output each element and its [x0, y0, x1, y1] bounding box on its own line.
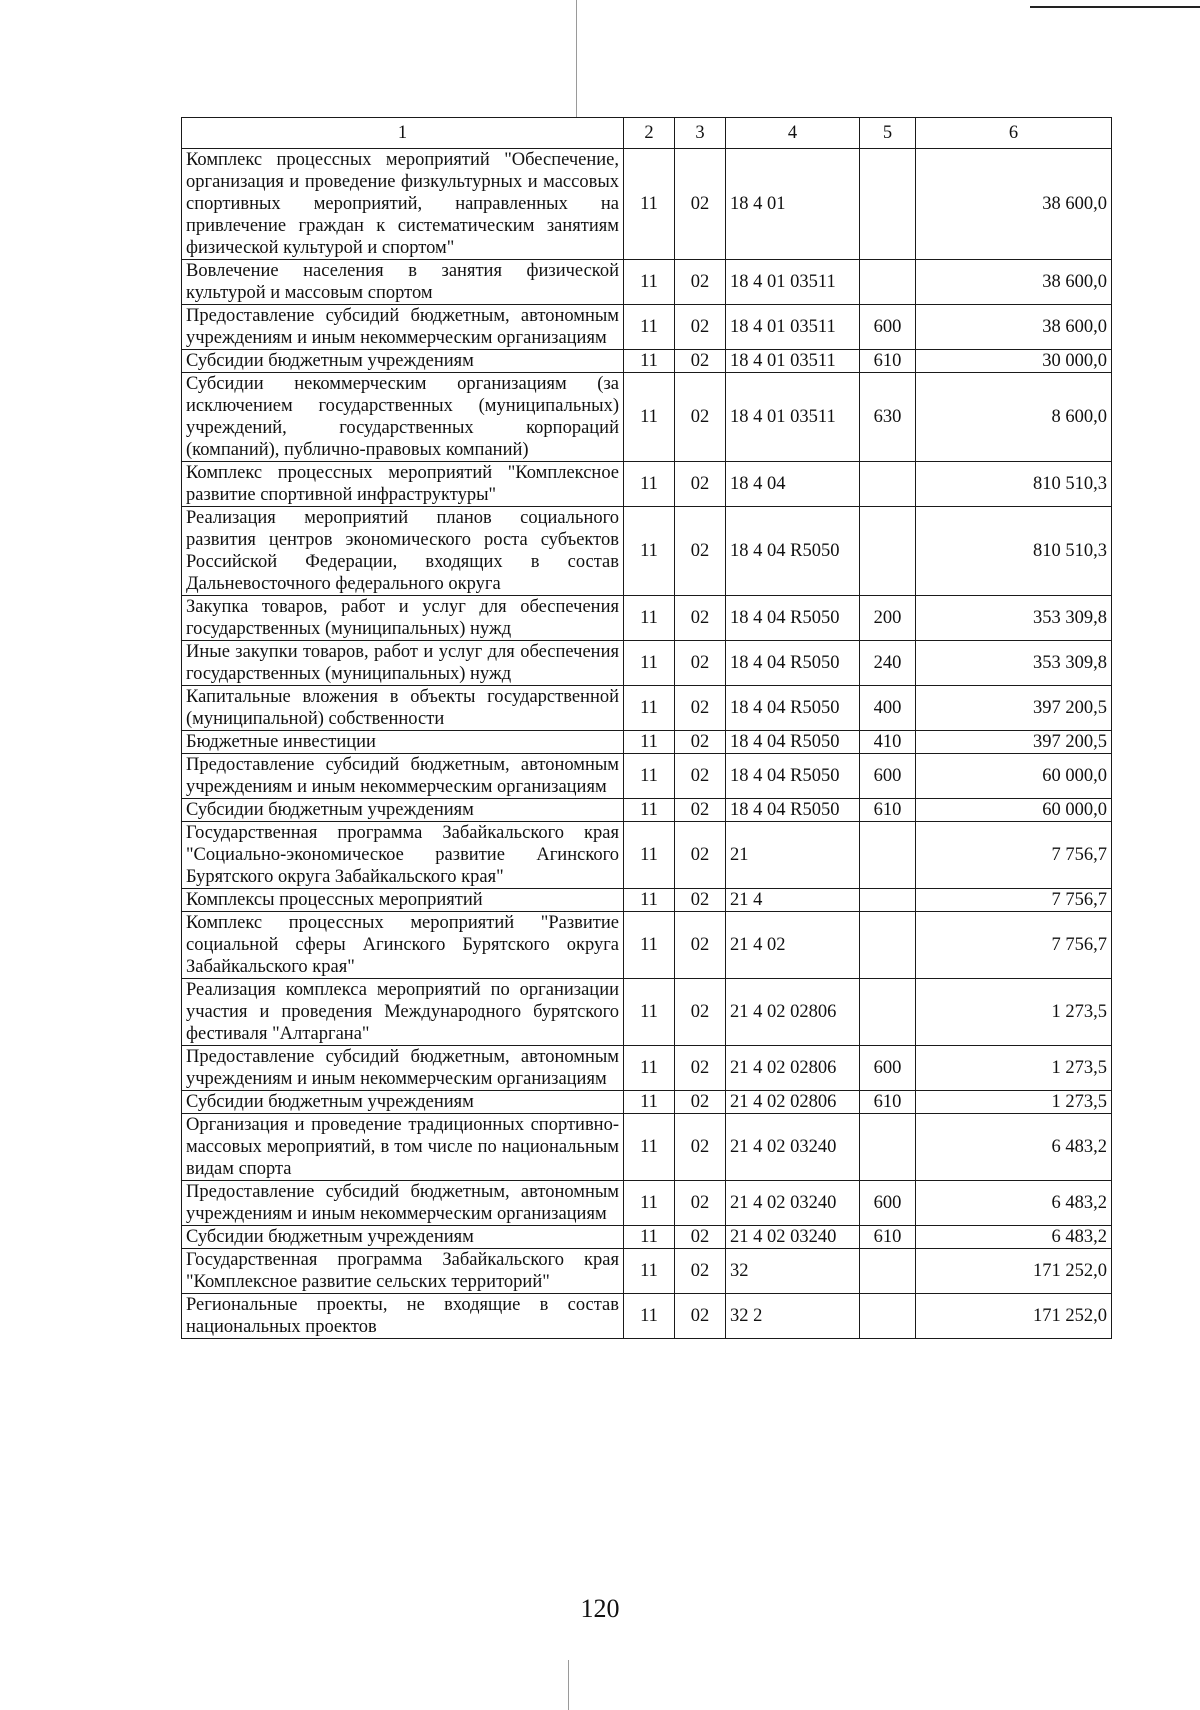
row-amount-cell: 60 000,0 [916, 799, 1112, 822]
row-subsection-cell: 02 [675, 1249, 726, 1294]
row-target-code-cell: 18 4 01 [726, 149, 860, 260]
row-name-cell: Иные закупки товаров, работ и услуг для обеспечения государственных (муниципальных) нужд [182, 641, 624, 686]
row-expense-type-cell [860, 889, 916, 912]
row-amount-cell: 38 600,0 [916, 149, 1112, 260]
row-expense-type-cell [860, 1294, 916, 1339]
row-expense-type-cell: 400 [860, 686, 916, 731]
row-subsection-cell: 02 [675, 305, 726, 350]
row-amount-cell: 7 756,7 [916, 889, 1112, 912]
row-target-code-cell: 18 4 04 R5050 [726, 596, 860, 641]
row-expense-type-cell: 600 [860, 754, 916, 799]
row-subsection-cell: 02 [675, 1091, 726, 1114]
row-amount-cell: 397 200,5 [916, 731, 1112, 754]
row-section-cell: 11 [624, 373, 675, 462]
row-expense-type-cell: 410 [860, 731, 916, 754]
row-expense-type-cell: 610 [860, 1226, 916, 1249]
table-row [182, 373, 1112, 462]
row-name-cell: Организация и проведение традиционных спортивно-массовых мероприятий, в том числе по национальным видам спорта [182, 1114, 624, 1181]
row-subsection-cell: 02 [675, 1046, 726, 1091]
row-target-code-cell: 18 4 01 03511 [726, 260, 860, 305]
row-name-cell: Субсидии бюджетным учреждениям [182, 350, 624, 373]
row-name-cell: Предоставление субсидий бюджетным, автономным учреждениям и иным некоммерческим организациям [182, 754, 624, 799]
row-section-cell: 11 [624, 1294, 675, 1339]
row-subsection-cell: 02 [675, 507, 726, 596]
table-row [182, 912, 1112, 979]
row-target-code-cell: 21 4 02 02806 [726, 1046, 860, 1091]
budget-table [181, 117, 1112, 1339]
row-amount-cell: 1 273,5 [916, 979, 1112, 1046]
row-section-cell: 11 [624, 350, 675, 373]
row-subsection-cell: 02 [675, 912, 726, 979]
row-section-cell: 11 [624, 822, 675, 889]
row-section-cell: 11 [624, 731, 675, 754]
row-amount-cell: 171 252,0 [916, 1249, 1112, 1294]
table-row [182, 260, 1112, 305]
header-col-2: 2 [624, 118, 675, 149]
row-name-cell: Субсидии бюджетным учреждениям [182, 1226, 624, 1249]
row-expense-type-cell: 630 [860, 373, 916, 462]
row-subsection-cell: 02 [675, 731, 726, 754]
row-target-code-cell: 18 4 04 R5050 [726, 686, 860, 731]
table-row [182, 979, 1112, 1046]
row-section-cell: 11 [624, 1114, 675, 1181]
header-col-5: 5 [860, 118, 916, 149]
row-amount-cell: 1 273,5 [916, 1091, 1112, 1114]
row-target-code-cell: 21 4 02 02806 [726, 1091, 860, 1114]
row-target-code-cell: 21 4 [726, 889, 860, 912]
row-amount-cell: 6 483,2 [916, 1181, 1112, 1226]
row-name-cell: Бюджетные инвестиции [182, 731, 624, 754]
row-target-code-cell: 32 [726, 1249, 860, 1294]
row-name-cell: Комплексы процессных мероприятий [182, 889, 624, 912]
row-amount-cell: 6 483,2 [916, 1226, 1112, 1249]
table-row [182, 1114, 1112, 1181]
table-row [182, 1046, 1112, 1091]
row-expense-type-cell [860, 462, 916, 507]
row-subsection-cell: 02 [675, 596, 726, 641]
row-target-code-cell: 18 4 04 R5050 [726, 731, 860, 754]
row-target-code-cell: 18 4 04 R5050 [726, 799, 860, 822]
row-section-cell: 11 [624, 305, 675, 350]
row-amount-cell: 353 309,8 [916, 596, 1112, 641]
row-expense-type-cell: 600 [860, 1181, 916, 1226]
row-target-code-cell: 18 4 04 R5050 [726, 641, 860, 686]
row-subsection-cell: 02 [675, 754, 726, 799]
row-target-code-cell: 21 4 02 [726, 912, 860, 979]
row-subsection-cell: 02 [675, 1294, 726, 1339]
table-row [182, 596, 1112, 641]
row-expense-type-cell: 240 [860, 641, 916, 686]
row-target-code-cell: 18 4 04 R5050 [726, 507, 860, 596]
row-target-code-cell: 18 4 04 [726, 462, 860, 507]
row-subsection-cell: 02 [675, 260, 726, 305]
row-amount-cell: 6 483,2 [916, 1114, 1112, 1181]
table-body [182, 149, 1112, 1339]
row-section-cell: 11 [624, 889, 675, 912]
header-col-4: 4 [726, 118, 860, 149]
row-expense-type-cell [860, 822, 916, 889]
row-section-cell: 11 [624, 1226, 675, 1249]
row-name-cell: Закупка товаров, работ и услуг для обеспечения государственных (муниципальных) нужд [182, 596, 624, 641]
row-subsection-cell: 02 [675, 686, 726, 731]
row-target-code-cell: 18 4 01 03511 [726, 350, 860, 373]
table-row [182, 686, 1112, 731]
row-subsection-cell: 02 [675, 799, 726, 822]
row-expense-type-cell: 200 [860, 596, 916, 641]
table-row [182, 754, 1112, 799]
row-expense-type-cell: 610 [860, 799, 916, 822]
row-subsection-cell: 02 [675, 1181, 726, 1226]
row-target-code-cell: 21 4 02 03240 [726, 1226, 860, 1249]
row-name-cell: Капитальные вложения в объекты государственной (муниципальной) собственности [182, 686, 624, 731]
row-subsection-cell: 02 [675, 350, 726, 373]
row-subsection-cell: 02 [675, 641, 726, 686]
row-expense-type-cell [860, 1249, 916, 1294]
table-row [182, 1249, 1112, 1294]
row-expense-type-cell [860, 507, 916, 596]
row-name-cell: Субсидии некоммерческим организациям (за исключением государственных (муниципальных) учреждений, государственных корпораций (компаний), публично-правовых компаний) [182, 373, 624, 462]
row-name-cell: Государственная программа Забайкальского края "Комплексное развитие сельских территорий" [182, 1249, 624, 1294]
row-section-cell: 11 [624, 1046, 675, 1091]
row-amount-cell: 30 000,0 [916, 350, 1112, 373]
row-section-cell: 11 [624, 1091, 675, 1114]
table-row [182, 305, 1112, 350]
table-row [182, 641, 1112, 686]
row-name-cell: Комплекс процессных мероприятий "Комплексное развитие спортивной инфраструктуры" [182, 462, 624, 507]
table-row [182, 1181, 1112, 1226]
row-name-cell: Реализация мероприятий планов социального развития центров экономического роста субъектов Российской Федерации, входящих в состав Дальневосточного федерального округа [182, 507, 624, 596]
row-amount-cell: 1 273,5 [916, 1046, 1112, 1091]
row-amount-cell: 810 510,3 [916, 462, 1112, 507]
row-subsection-cell: 02 [675, 149, 726, 260]
row-section-cell: 11 [624, 462, 675, 507]
row-expense-type-cell [860, 149, 916, 260]
row-name-cell: Предоставление субсидий бюджетным, автономным учреждениям и иным некоммерческим организациям [182, 1181, 624, 1226]
row-subsection-cell: 02 [675, 462, 726, 507]
row-name-cell: Субсидии бюджетным учреждениям [182, 1091, 624, 1114]
row-section-cell: 11 [624, 149, 675, 260]
table-row [182, 731, 1112, 754]
row-amount-cell: 60 000,0 [916, 754, 1112, 799]
row-target-code-cell: 18 4 04 R5050 [726, 754, 860, 799]
row-name-cell: Вовлечение населения в занятия физической культурой и массовым спортом [182, 260, 624, 305]
row-section-cell: 11 [624, 1181, 675, 1226]
row-subsection-cell: 02 [675, 373, 726, 462]
table-row [182, 889, 1112, 912]
row-expense-type-cell [860, 260, 916, 305]
row-name-cell: Реализация комплекса мероприятий по организации участия и проведения Международного бурятского фестиваля "Алтаргана" [182, 979, 624, 1046]
row-subsection-cell: 02 [675, 1114, 726, 1181]
row-name-cell: Государственная программа Забайкальского края "Социально-экономическое развитие Агинского Бурятского округа Забайкальского края" [182, 822, 624, 889]
header-col-1: 1 [182, 118, 624, 149]
row-section-cell: 11 [624, 507, 675, 596]
row-target-code-cell: 21 4 02 03240 [726, 1114, 860, 1181]
row-expense-type-cell [860, 979, 916, 1046]
row-target-code-cell: 21 [726, 822, 860, 889]
page-number: 120 [580, 1594, 620, 1623]
table-row [182, 507, 1112, 596]
row-amount-cell: 38 600,0 [916, 260, 1112, 305]
row-expense-type-cell [860, 1114, 916, 1181]
row-name-cell: Предоставление субсидий бюджетным, автономным учреждениям и иным некоммерческим организациям [182, 1046, 624, 1091]
row-section-cell: 11 [624, 912, 675, 979]
row-section-cell: 11 [624, 754, 675, 799]
row-expense-type-cell [860, 912, 916, 979]
row-expense-type-cell: 600 [860, 1046, 916, 1091]
row-amount-cell: 353 309,8 [916, 641, 1112, 686]
table-row [182, 1294, 1112, 1339]
header-col-6: 6 [916, 118, 1112, 149]
row-subsection-cell: 02 [675, 822, 726, 889]
row-name-cell: Региональные проекты, не входящие в состав национальных проектов [182, 1294, 624, 1339]
row-name-cell: Субсидии бюджетным учреждениям [182, 799, 624, 822]
table-row [182, 822, 1112, 889]
row-amount-cell: 171 252,0 [916, 1294, 1112, 1339]
header-col-3: 3 [675, 118, 726, 149]
row-name-cell: Комплекс процессных мероприятий "Развитие социальной сферы Агинского Бурятского округа Забайкальского края" [182, 912, 624, 979]
row-target-code-cell: 18 4 01 03511 [726, 305, 860, 350]
row-name-cell: Комплекс процессных мероприятий "Обеспечение, организация и проведение физкультурных и массовых спортивных мероприятий, направленных на привлечение граждан к систематическим занятиям физической культурой и спортом" [182, 149, 624, 260]
row-subsection-cell: 02 [675, 889, 726, 912]
row-section-cell: 11 [624, 1249, 675, 1294]
row-amount-cell: 7 756,7 [916, 822, 1112, 889]
row-section-cell: 11 [624, 799, 675, 822]
scan-fold-line-top [576, 0, 577, 118]
table-header-row [182, 118, 1112, 149]
row-target-code-cell: 21 4 02 02806 [726, 979, 860, 1046]
row-subsection-cell: 02 [675, 1226, 726, 1249]
row-expense-type-cell: 600 [860, 305, 916, 350]
row-amount-cell: 7 756,7 [916, 912, 1112, 979]
table-row [182, 1226, 1112, 1249]
row-section-cell: 11 [624, 979, 675, 1046]
row-target-code-cell: 32 2 [726, 1294, 860, 1339]
row-section-cell: 11 [624, 260, 675, 305]
table-row [182, 149, 1112, 260]
row-section-cell: 11 [624, 686, 675, 731]
row-subsection-cell: 02 [675, 979, 726, 1046]
row-name-cell: Предоставление субсидий бюджетным, автономным учреждениям и иным некоммерческим организациям [182, 305, 624, 350]
row-section-cell: 11 [624, 596, 675, 641]
row-amount-cell: 397 200,5 [916, 686, 1112, 731]
table-row [182, 799, 1112, 822]
table-row [182, 350, 1112, 373]
row-section-cell: 11 [624, 641, 675, 686]
row-target-code-cell: 18 4 01 03511 [726, 373, 860, 462]
row-amount-cell: 8 600,0 [916, 373, 1112, 462]
row-amount-cell: 810 510,3 [916, 507, 1112, 596]
table-row [182, 462, 1112, 507]
scan-edge-rule [1030, 6, 1200, 8]
scan-fold-line-bottom [568, 1660, 569, 1710]
row-amount-cell: 38 600,0 [916, 305, 1112, 350]
row-expense-type-cell: 610 [860, 1091, 916, 1114]
table-row [182, 1091, 1112, 1114]
row-target-code-cell: 21 4 02 03240 [726, 1181, 860, 1226]
row-expense-type-cell: 610 [860, 350, 916, 373]
